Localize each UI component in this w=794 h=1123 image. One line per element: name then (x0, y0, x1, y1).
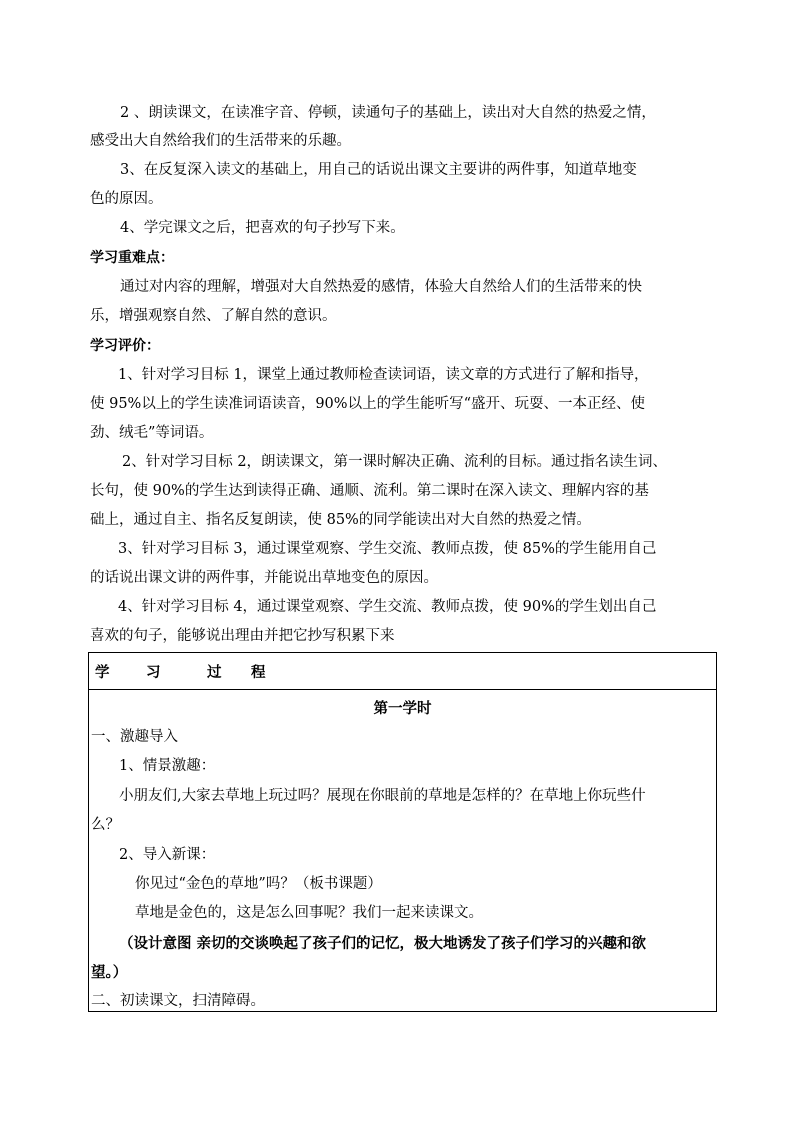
item-2-text-line-1: 你见过“金色的草地”吗？（板书课题） (135, 876, 382, 892)
key-points-heading: 学习重难点： (90, 250, 174, 266)
evaluation-1-line-3: 劲、绒毛”等词语。 (90, 425, 214, 441)
evaluation-2-line-1: 2、针对学习目标 2，朗读课文，第一课时解决正确、流利的目标。通过指名读生词、 (122, 454, 668, 470)
evaluation-4-line-1: 4、针对学习目标 4，通过课堂观察、学生交流、教师点拨，使 90%的学生划出自己 (118, 599, 657, 615)
key-points-line-2: 乐，增强观察自然、了解自然的意识。 (90, 308, 337, 324)
goal-2-line-1: 2 、朗读课文，在读准字音、停顿，读通句子的基础上，读出对大自然的热爱之情， (120, 105, 656, 121)
item-2-text-line-2: 草地是金色的，这是怎么回事呢？我们一起来读课文。 (135, 905, 483, 921)
table-header-char: 过 (207, 665, 222, 681)
table-header-char: 习 (146, 665, 161, 681)
goal-3-line-2: 色的原因。 (90, 191, 163, 207)
table-divider (89, 689, 716, 690)
item-2-title: 2、导入新课： (119, 847, 216, 863)
evaluation-2-line-2: 长句，使 90%的学生达到读得正确、通顺、流利。第二课时在深入读文、理解内容的基 (90, 483, 649, 499)
design-intent-line-1: （设计意图 亲切的交谈唤起了孩子们的记忆，极大地诱发了孩子们学习的兴趣和欲 (119, 935, 647, 952)
period-title: 第一学时 (373, 701, 432, 717)
goal-3-line-1: 3、在反复深入读文的基础上，用自己的话说出课文主要讲的两件事，知道草地变 (120, 162, 637, 178)
table-header-char: 学 (95, 665, 110, 681)
item-1-title: 1、情景激趣： (119, 758, 216, 774)
evaluation-4-line-2: 喜欢的句子，能够说出理由并把它抄写积累下来 (90, 628, 395, 644)
table-header-char: 程 (251, 665, 266, 681)
evaluation-3-line-2: 的话说出课文讲的两件事，并能说出草地变色的原因。 (90, 570, 438, 586)
evaluation-1-line-1: 1、针对学习目标 1，课堂上通过教师检查读词语，读文章的方式进行了解和指导， (118, 367, 649, 383)
design-intent-line-2: 望。） (91, 964, 128, 981)
process-table (88, 652, 717, 1012)
evaluation-3-line-1: 3、针对学习目标 3，通过课堂观察、学生交流、教师点拨，使 85%的学生能用自己 (118, 541, 657, 557)
evaluation-1-line-2: 使 95%以上的学生读准词语读音，90%以上的学生能听写“盛开、玩耍、一本正经、使 (90, 396, 645, 412)
goal-2-line-2: 感受出大自然给我们的生活带来的乐趣。 (90, 133, 351, 149)
key-points-line-1: 通过对内容的理解，增强对大自然热爱的感情，体验大自然给人们的生活带来的快 (120, 279, 642, 295)
item-1-text-line-1: 小朋友们,大家去草地上玩过吗？展现在你眼前的草地是怎样的？在草地上你玩些什 (119, 788, 646, 804)
evaluation-2-line-3: 础上，通过自主、指名反复朗读，使 85%的同学能读出对大自然的热爱之情。 (90, 512, 591, 528)
evaluation-heading: 学习评价： (90, 338, 160, 354)
item-1-text-line-2: 么？ (91, 817, 120, 833)
goal-4-line-1: 4、学完课文之后，把喜欢的句子抄写下来。 (120, 220, 405, 236)
section-2-title: 二、初读课文，扫清障碍。 (91, 993, 265, 1009)
section-1-title: 一、激趣导入 (91, 729, 178, 745)
